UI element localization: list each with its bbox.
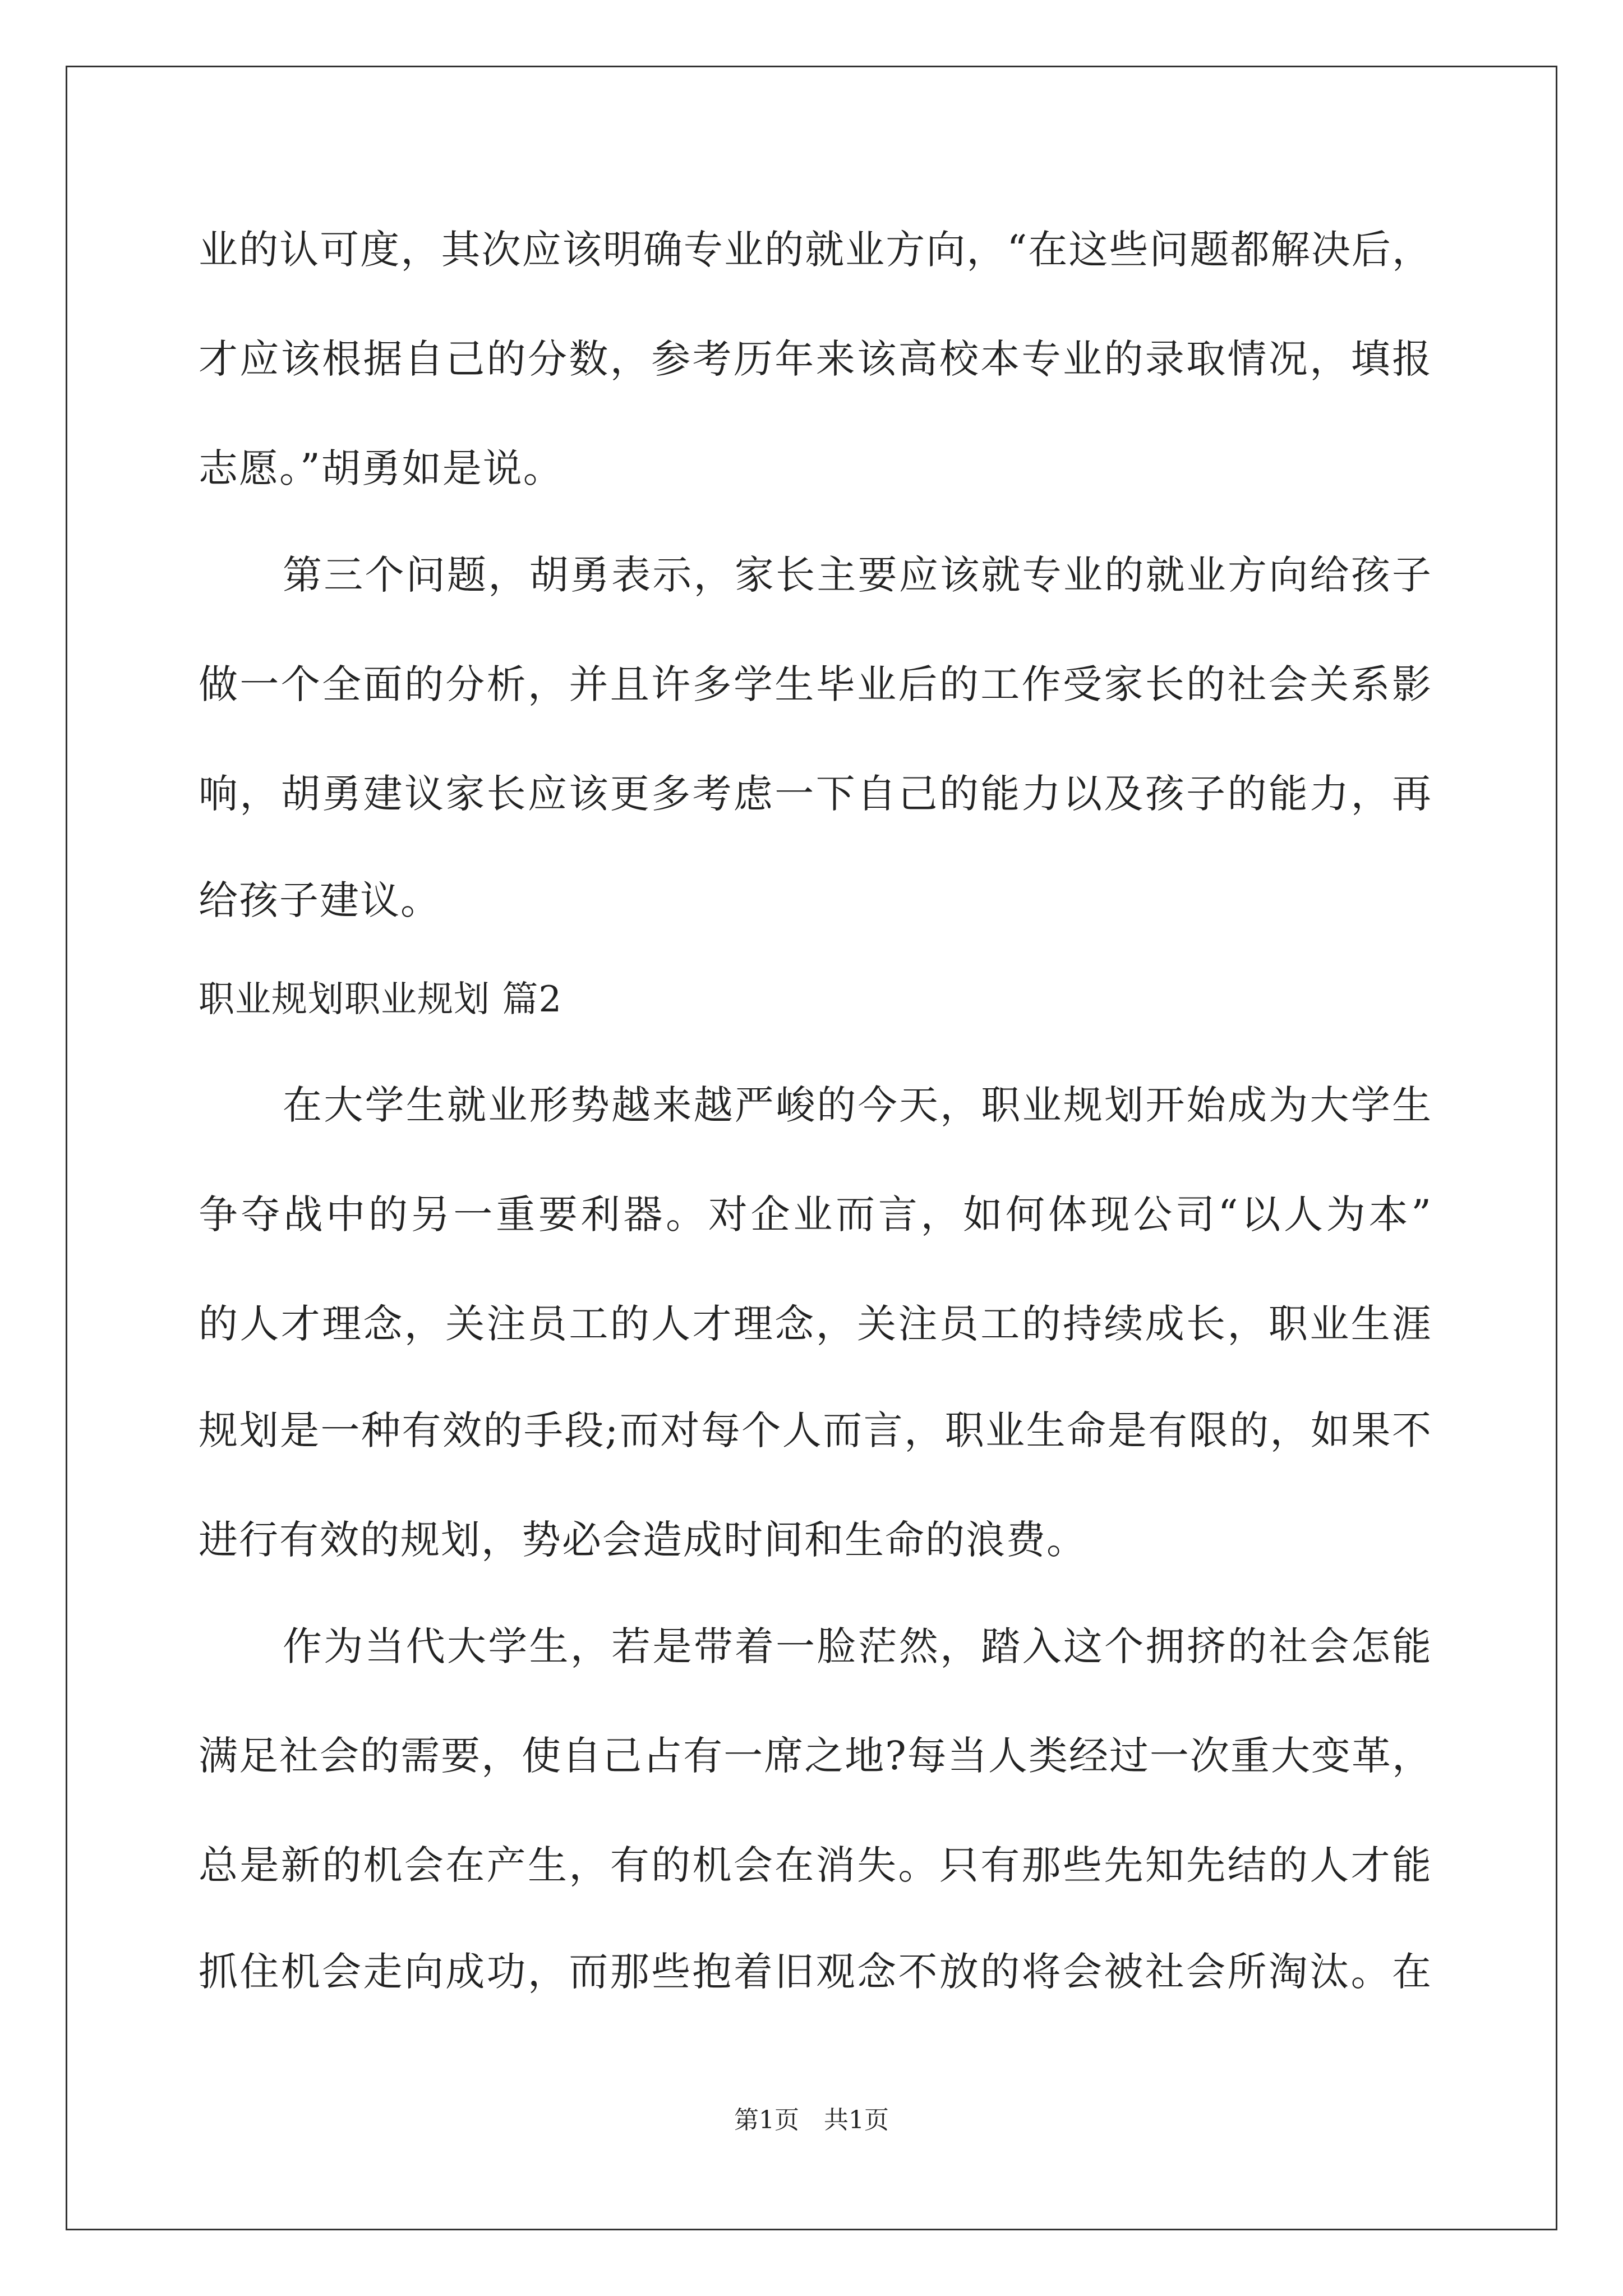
- paragraph-4-line-3: 总是新的机会在产生，有的机会在消失。只有那些先知先结的人才能: [199, 1842, 1432, 1888]
- paragraph-1-line-1: 业的认可度，其次应该明确专业的就业方向，“在这些问题都解决后，: [199, 227, 1432, 273]
- paragraph-3-line-1: 在大学生就业形势越来越严峻的今天，职业规划开始成为大学生: [283, 1082, 1432, 1128]
- paragraph-1-line-3: 志愿。”胡勇如是说。: [199, 445, 564, 491]
- page-border: [66, 66, 1557, 2230]
- paragraph-4-line-4: 抓住机会走向成功，而那些抱着旧观念不放的将会被社会所淘汰。在: [199, 1949, 1432, 1995]
- paragraph-3-line-4: 规划是一种有效的手段;而对每个人而言，职业生命是有限的，如果不: [199, 1407, 1432, 1453]
- paragraph-2-line-2: 做一个全面的分析，并且许多学生毕业后的工作受家长的社会关系影: [199, 661, 1432, 707]
- paragraph-4-line-1: 作为当代大学生，若是带着一脸茫然，踏入这个拥挤的社会怎能: [283, 1623, 1432, 1669]
- section-heading: 职业规划职业规划 篇2: [199, 979, 562, 1020]
- paragraph-3-line-2: 争夺战中的另一重要利器。对企业而言，如何体现公司“以人为本”: [199, 1191, 1432, 1237]
- paragraph-1-line-2: 才应该根据自己的分数，参考历年来该高校本专业的录取情况，填报: [199, 336, 1432, 382]
- paragraph-2-line-3: 响，胡勇建议家长应该更多考虑一下自己的能力以及孩子的能力，再: [199, 771, 1432, 817]
- paragraph-4-line-2: 满足社会的需要，使自己占有一席之地?每当人类经过一次重大变革，: [199, 1733, 1432, 1779]
- paragraph-2-line-1: 第三个问题，胡勇表示，家长主要应该就专业的就业方向给孩子: [283, 552, 1432, 598]
- paragraph-2-line-4: 给孩子建议。: [199, 877, 441, 923]
- paragraph-3-line-3: 的人才理念，关注员工的人才理念，关注员工的持续成长，职业生涯: [199, 1301, 1432, 1347]
- page-footer: 第1页 共1页: [734, 2106, 889, 2134]
- paragraph-3-line-5: 进行有效的规划，势必会造成时间和生命的浪费。: [199, 1517, 1087, 1563]
